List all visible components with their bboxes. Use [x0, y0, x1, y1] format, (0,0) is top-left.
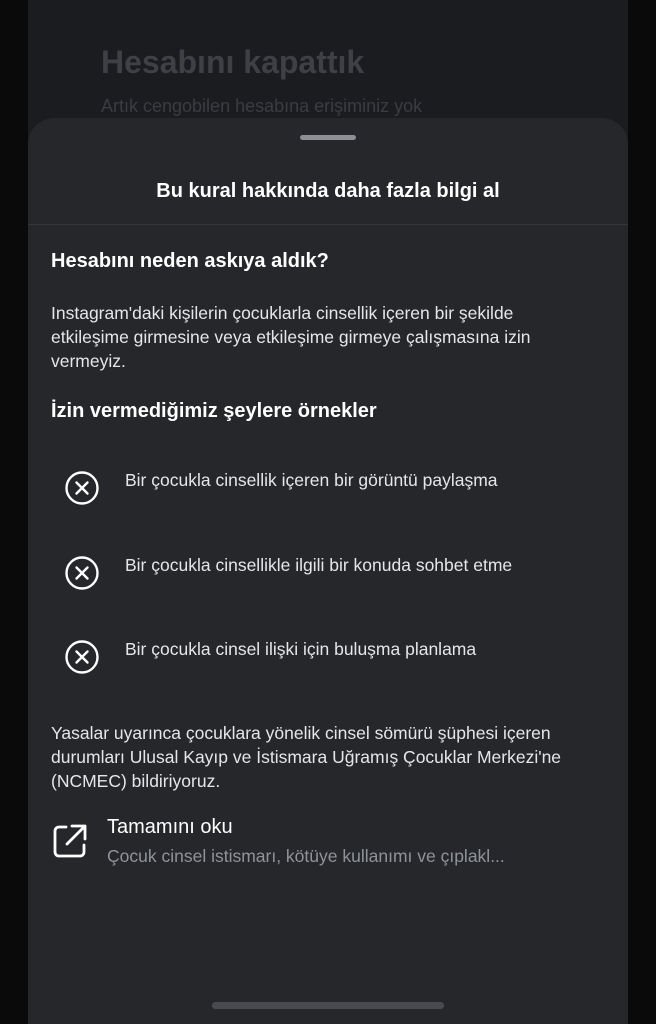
example-text: Bir çocukla cinsellik içeren bir görüntü paylaşma	[125, 470, 498, 490]
background-subtitle: Artık cengobilen hesabına erişiminiz yok	[101, 96, 423, 116]
sheet-grabber[interactable]	[300, 135, 356, 140]
example-text: Bir çocukla cinsellikle ilgili bir konuda sohbet etme	[125, 555, 513, 575]
sheet-title: Bu kural hakkında daha fazla bilgi al	[156, 180, 500, 202]
why-heading: Hesabını neden askıya aldık?	[51, 250, 329, 272]
x-circle-icon	[64, 470, 100, 506]
legal-text: Yasalar uyarınca çocuklara yönelik cinsel sömürü şüphesi içeren durumları Ulusal Kayıp ve İstismara Uğramış Çocuklar Merkezi'ne (NCMEC) bildiriyoruz.	[51, 723, 562, 791]
background-title: Hesabını kapattık	[101, 44, 365, 80]
example-item	[64, 468, 604, 518]
example-item	[64, 637, 604, 687]
x-circle-icon	[64, 639, 100, 675]
read-more-subtitle: Çocuk cinsel istismarı, kötüye kullanımı ve çıplakl...	[107, 846, 505, 866]
why-text: Instagram'daki kişilerin çocuklarla cinsellik içeren bir şekilde etkileşime girmesine veya etkileşime girmeye çalışmasına izin vermeyiz.	[51, 303, 531, 371]
home-indicator[interactable]	[212, 1002, 444, 1009]
header-divider	[28, 224, 628, 225]
example-item	[64, 553, 604, 603]
read-more-title: Tamamını oku	[107, 816, 233, 838]
example-text: Bir çocukla cinsel ilişki için buluşma planlama	[125, 639, 477, 659]
external-link-icon	[50, 821, 90, 861]
examples-heading: İzin vermediğimiz şeylere örnekler	[51, 400, 377, 422]
x-circle-icon	[64, 555, 100, 591]
bottom-sheet	[28, 118, 628, 1024]
read-more-link[interactable]	[50, 816, 606, 872]
